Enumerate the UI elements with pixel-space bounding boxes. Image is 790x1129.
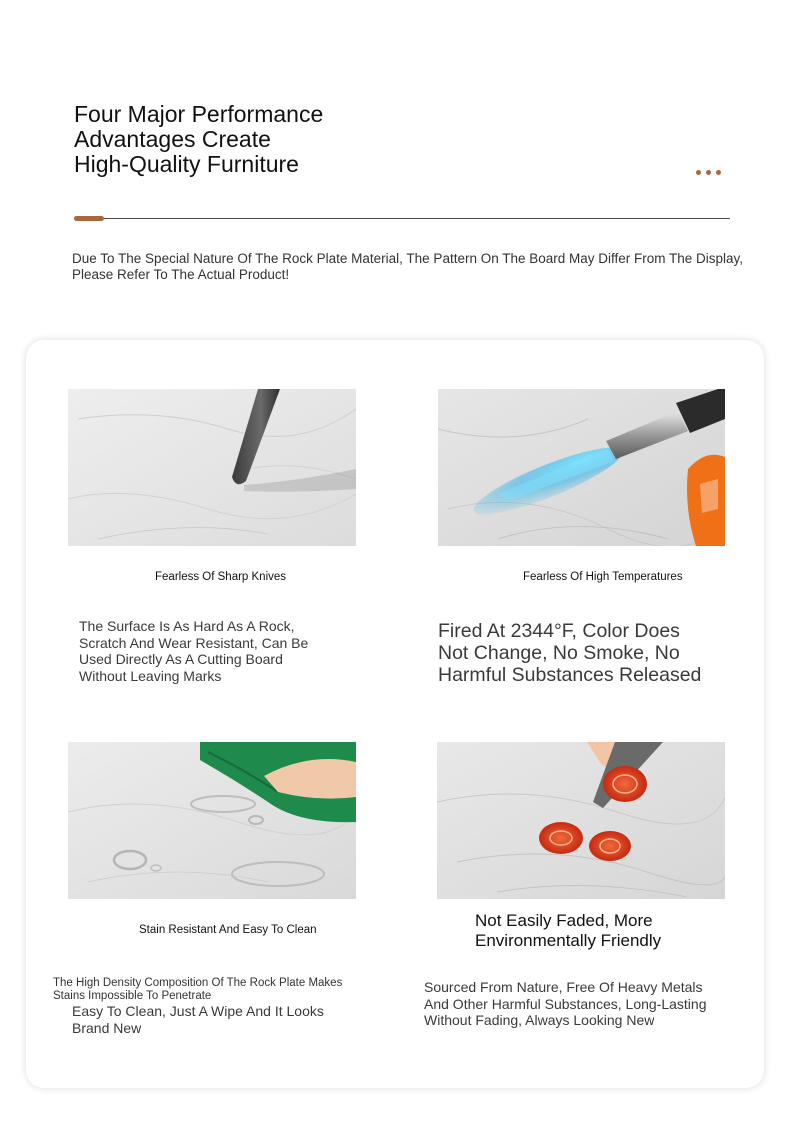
slicing-tomato-photo: [437, 742, 725, 899]
notice-line: Please Refer To The Actual Product!: [72, 267, 290, 282]
description-line: Scratch And Wear Resistant, Can Be: [79, 634, 309, 651]
feature-detail: [53, 977, 383, 1003]
description-line: Harmful Substances Released: [438, 664, 702, 686]
dot: [706, 170, 711, 175]
feature-caption: Fearless Of Sharp Knives: [155, 571, 287, 583]
detail-line: The High Density Composition Of The Rock Plate Makes: [53, 977, 343, 989]
dot: [716, 170, 721, 175]
description-line: Without Leaving Marks: [79, 667, 222, 684]
title-line: Four Major Performance: [74, 101, 324, 127]
page-title: [74, 102, 374, 177]
description-line: Brand New: [72, 1019, 142, 1036]
knife-on-slab-photo: [68, 389, 356, 546]
description-line: Fired At 2344°F, Color Does: [438, 620, 680, 642]
detail-line: Stains Impossible To Penetrate: [53, 990, 212, 1002]
divider-line: [74, 218, 730, 219]
description-line: Used Directly As A Cutting Board: [79, 651, 283, 667]
description-line: Easy To Clean, Just A Wipe And It Looks: [72, 1003, 324, 1019]
dot: [696, 170, 701, 175]
description-line: Without Fading, Always Looking New: [424, 1012, 655, 1028]
material-notice: [72, 251, 772, 283]
description-line: Sourced From Nature, Free Of Heavy Metals: [424, 979, 703, 995]
description-line: The Surface Is As Hard As A Rock,: [79, 618, 295, 634]
feature-description: [424, 979, 744, 1029]
description-line: And Other Harmful Substances, Long-Lasting: [424, 995, 707, 1012]
title-line: High-Quality Furniture: [74, 151, 299, 177]
caption-line: Not Easily Faded, More: [475, 911, 653, 930]
blowtorch-flame-photo: [438, 389, 725, 546]
three-dots-icon: [696, 170, 721, 175]
notice-line: Due To The Special Nature Of The Rock Plate Material, The Pattern On The Board May Differ From The Display,: [72, 251, 744, 266]
divider-accent: [74, 216, 104, 221]
description-line: Not Change, No Smoke, No: [438, 642, 680, 664]
feature-caption: [475, 911, 735, 951]
feature-caption: Stain Resistant And Easy To Clean: [139, 924, 317, 936]
feature-description: [79, 618, 379, 684]
cloth-wiping-water-photo: [68, 742, 356, 899]
caption-line: Environmentally Friendly: [475, 931, 662, 950]
feature-caption: Fearless Of High Temperatures: [523, 571, 683, 583]
feature-description: [438, 620, 748, 686]
feature-description: [72, 1003, 372, 1036]
title-line: Advantages Create: [74, 126, 271, 152]
